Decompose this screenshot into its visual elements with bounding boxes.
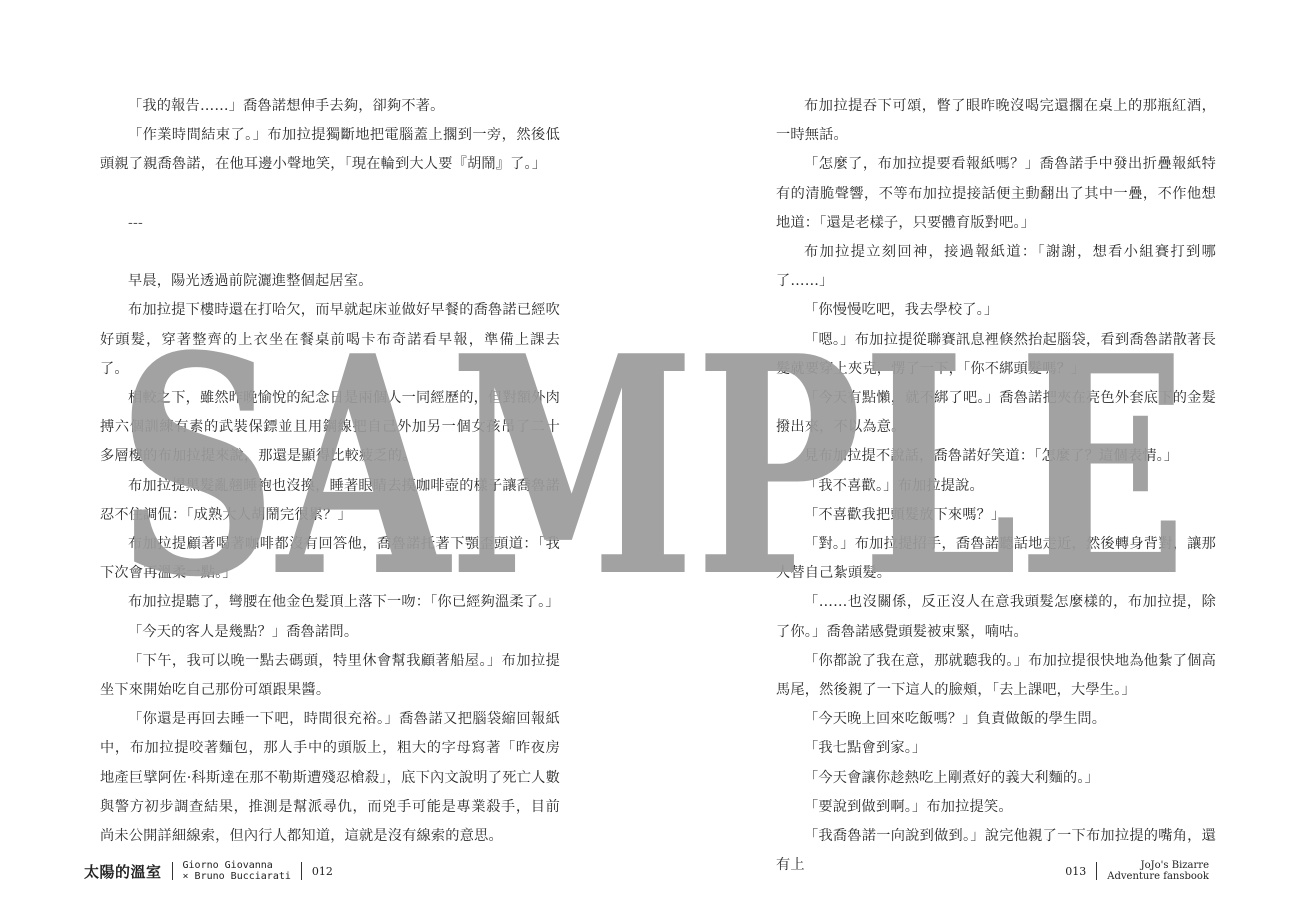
book-title: 太陽的溫室 — [84, 862, 162, 881]
paragraph: 「我喬魯諾一向說到做到。」說完他親了一下布加拉提的嘴角，還有上 — [776, 828, 1216, 874]
names-line: Giorno Giovanna — [182, 860, 273, 871]
fandom-title — [1107, 860, 1209, 882]
paragraph: 「今天會讓你趁熱吃上剛煮好的義大利麵的。」 — [804, 769, 1100, 786]
spacer — [100, 238, 560, 267]
left-text-column — [100, 92, 560, 851]
left-page — [0, 0, 653, 906]
footer-divider — [1096, 862, 1097, 880]
paragraph: 相較之下，雖然昨晚愉悅的紀念日是兩個人一同經歷的，但對額外肉搏六個訓練有素的武裝保鏢並且用鋼線把自己外加另一個女孩吊了二十多層樓的布加拉提來說，那還是顯得比較疲乏的。 — [100, 390, 560, 465]
fandom-line: JoJo's Bizarre — [1140, 860, 1209, 871]
names-line: × Bruno Bucciarati — [182, 871, 291, 882]
page-number: 012 — [311, 864, 333, 878]
footer-divider — [172, 862, 173, 880]
watermark-text: SAMPLE — [117, 340, 1187, 600]
paragraph: 「怎麼了，布加拉提要看報紙嗎？」喬魯諾手中發出折疊報紙特有的清脆聲響，不等布加拉提接話便主動翻出了其中一疊，不作他想地道：「還是老樣子，只要體育版對吧。」 — [776, 156, 1216, 231]
paragraph: 「今天的客人是幾點？」喬魯諾問。 — [128, 623, 359, 640]
paragraph: 布加拉提顧著喝著咖啡都沒有回答他，喬魯諾托著下顎歪頭道：「我下次會再溫柔一點。」 — [100, 536, 560, 582]
paragraph: 早晨，陽光透過前院灑進整個起居室。 — [128, 273, 373, 290]
paragraph: 「嗯。」布加拉提從聯賽訊息裡倏然抬起腦袋，看到喬魯諾散著長髮就要穿上夾克，愣了一下，「你不綁頭髮嗎？」 — [776, 331, 1216, 377]
paragraph: 「我七點會到家。」 — [804, 740, 927, 757]
paragraph: 「你還是再回去睡一下吧，時間很充裕。」喬魯諾又把腦袋縮回報紙中，布加拉提咬著麵包，那人手中的頭版上，粗大的字母寫著「昨夜房地產巨擘阿佐·科斯達在那不勒斯遭殘忍槍殺」，底下內文說明了死亡人數與警方初步調查結果，推測是幫派尋仇，而兇手可能是專業殺手，目前尚未公開詳細線索，但內行人都知道，這就是沒有線索的意思。 — [100, 711, 560, 845]
paragraph: 「我的報告……」喬魯諾想伸手去夠，卻夠不著。 — [128, 98, 445, 114]
paragraph: 「不喜歡我把頭髮放下來嗎？」 — [804, 506, 1006, 523]
paragraph: 見布加拉提不說話，喬魯諾好笑道：「怎麼了？這個表情。」 — [804, 448, 1179, 465]
paragraph: 布加拉提聽了，彎腰在他金色髮頂上落下一吻：「你已經夠溫柔了。」 — [128, 594, 560, 611]
paragraph: 「要說到做到啊。」布加拉提笑。 — [804, 798, 1013, 815]
paragraph: 「今天有點懶，就不綁了吧。」喬魯諾把夾在亮色外套底下的金髮撥出來，不以為意。 — [776, 390, 1216, 436]
scene-separator: --- — [128, 214, 143, 231]
right-text-column — [776, 92, 1216, 880]
paragraph: 布加拉提立刻回神，接過報紙道：「謝謝，想看小組賽打到哪了……」 — [776, 244, 1216, 290]
right-footer — [1065, 860, 1209, 882]
spacer — [100, 180, 560, 209]
paragraph: 布加拉提下樓時還在打哈欠，而早就起床並做好早餐的喬魯諾已經吹好頭髮，穿著整齊的上衣坐在餐桌前喝卡布奇諾看早報，準備上課去了。 — [100, 302, 560, 377]
paragraph: 「作業時間結束了。」布加拉提獨斷地把電腦蓋上擱到一旁，然後低頭親了親喬魯諾，在他耳邊小聲地笑，「現在輪到大人要『胡鬧』了。」 — [100, 127, 560, 173]
character-names — [183, 860, 291, 882]
left-footer — [84, 860, 333, 882]
footer-divider — [301, 862, 302, 880]
page-number: 013 — [1065, 864, 1087, 878]
fandom-line: Adventure fansbook — [1107, 871, 1209, 882]
paragraph: 「今天晚上回來吃飯嗎？」負責做飯的學生問。 — [804, 711, 1107, 728]
right-page — [654, 0, 1307, 906]
paragraph: 「……也沒關係，反正沒人在意我頭髮怎麼樣的，布加拉提，除了你。」喬魯諾感覺頭髮被束緊，喃咕。 — [776, 594, 1216, 640]
paragraph: 「你都說了我在意，那就聽我的。」布加拉提很快地為他紮了個高馬尾，然後親了一下這人的臉頰，「去上課吧，大學生。」 — [776, 652, 1216, 699]
paragraph: 布加拉提黑髮亂翹睡袍也沒換，睡著眼睛去摸咖啡壺的樣子讓喬魯諾忍不住調侃：「成熟大人胡鬧完很累？」 — [100, 477, 560, 523]
paragraph: 「你慢慢吃吧，我去學校了。」 — [804, 302, 999, 319]
paragraph: 「下午，我可以晚一點去碼頭，特里休會幫我顧著船屋。」布加拉提坐下來開始吃自己那份可頌跟果醬。 — [100, 652, 560, 699]
paragraph: 「我不喜歡。」布加拉提說。 — [804, 477, 984, 494]
paragraph: 布加拉提吞下可頌，瞥了眼昨晚沒喝完還擱在桌上的那瓶紅酒，一時無話。 — [776, 98, 1216, 144]
paragraph: 「對。」布加拉提招手，喬魯諾聽話地走近，然後轉身背對，讓那人替自己紮頭髮。 — [776, 536, 1216, 582]
